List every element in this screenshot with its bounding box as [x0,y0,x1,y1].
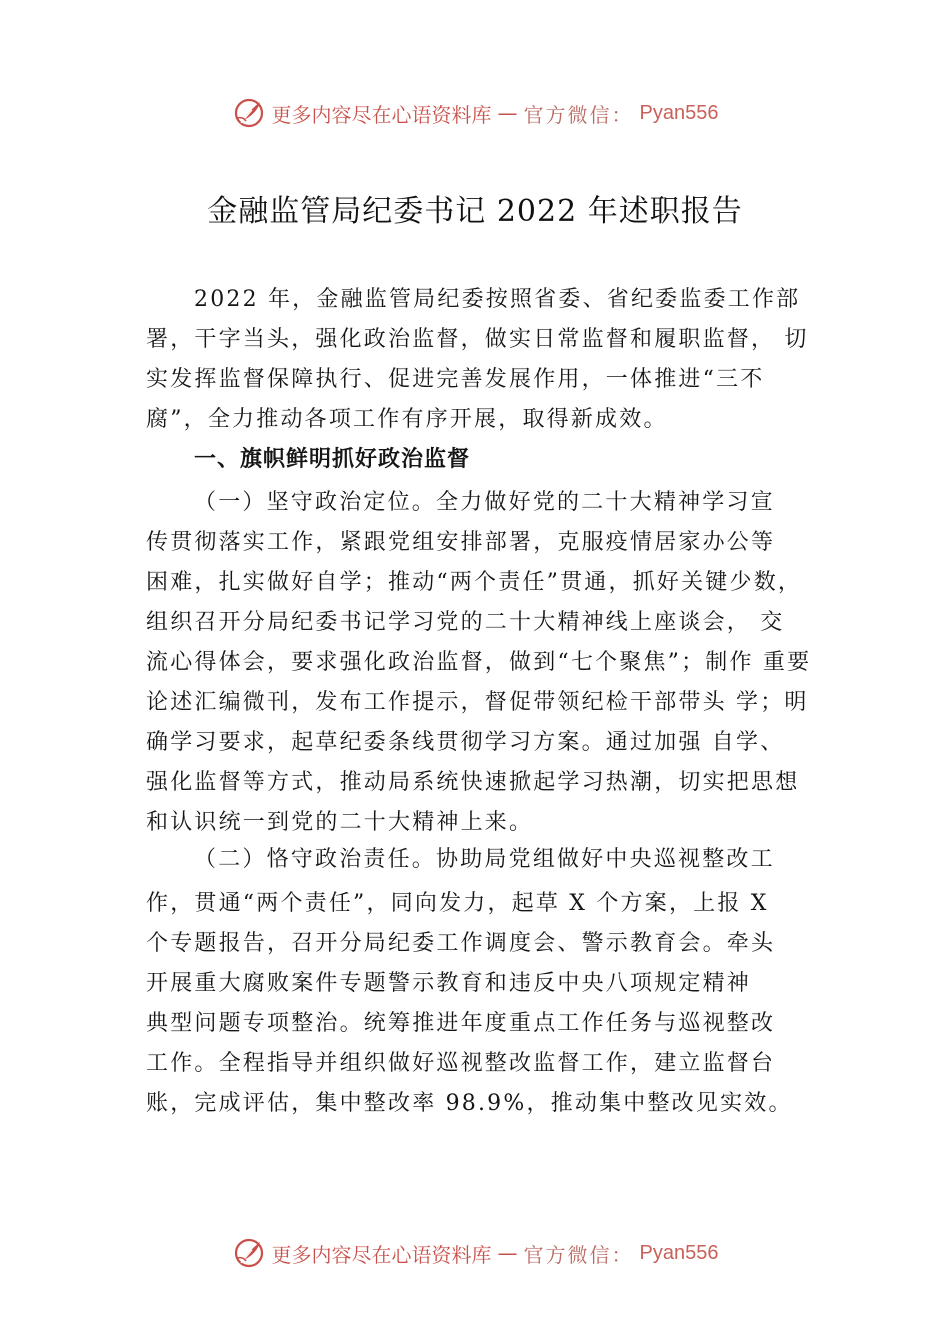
feather-quill-icon [232,96,266,130]
text-line: 困难，扎实做好自学；推动“两个责任”贯通，抓好关键少数， [146,570,803,595]
text-line: 开展重大腐败案件专题警示教育和违反中央八项规定精神 [146,971,752,996]
watermark-separator: — [497,1241,518,1265]
text-line: 工作。全程指导并组织做好巡视整改监督工作，建立监督台 [146,1051,776,1076]
text-line: 腐”，全力推动各项工作有序开展，取得新成效。 [146,407,668,432]
text-line: 作，贯通“两个责任”，同向发力，起草 X 个方案，上报 X [146,891,769,916]
text-line: 典型问题专项整治。统筹推进年度重点工作任务与巡视整改 [146,1011,776,1036]
footer-watermark [0,1236,950,1270]
text-line-rest: 协助局党组做好中央巡视整改工 [436,847,775,872]
watermark-separator: — [497,101,518,125]
text-line: 和认识统一到党的二十大精神上来。 [146,810,534,835]
text-line: 实发挥监督保障执行、促进完善发展作用，一体推进“三不 [146,367,765,392]
text-line [146,840,846,880]
text-line-rest: 全力做好党的二十大精神学习宣 [436,490,775,515]
watermark-brand: 更多内容尽在心语资料库 [271,1242,492,1267]
text-line: 2022 年，金融监管局纪委按照省委、省纪委监委工作部 [194,287,801,312]
text-line: 强化监督等方式，推动局系统快速掀起学习热潮，切实把思想 [146,770,800,795]
subsection-1-paragraph [146,483,846,843]
feather-quill-icon [232,1236,266,1270]
text-line: 论述汇编微刊，发布工作提示，督促带领纪检干部带头 学；明 [146,690,809,715]
text-line [146,483,846,523]
subsection-2-continued [146,884,846,1124]
intro-paragraph [146,280,846,440]
text-line: 账，完成评估，集中整改率 98.9%，推动集中整改见实效。 [146,1091,793,1116]
section-heading: 一、旗帜鲜明抓好政治监督 [194,447,471,472]
subsection-lead: （一）坚守政治定位。 [194,490,437,515]
header-watermark [0,96,950,130]
watermark-wechat-id: Pyan556 [639,1241,719,1264]
subsection-2-paragraph [146,840,846,880]
section-1 [146,440,846,480]
text-line: 流心得体会，要求强化政治监督，做到“七个聚焦”；制作 重要 [146,650,812,675]
watermark-brand: 更多内容尽在心语资料库 [271,102,492,127]
watermark-label: 官方微信： [523,102,634,127]
watermark-wechat-id: Pyan556 [639,101,719,124]
text-line: 个专题报告，召开分局纪委工作调度会、警示教育会。牵头 [146,931,776,956]
watermark-label: 官方微信： [523,1242,634,1267]
subsection-lead: （二）恪守政治责任。 [194,847,437,872]
text-line: 确学习要求，起草纪委条线贯彻学习方案。通过加强 自学、 [146,730,785,755]
text-line: 组织召开分局纪委书记学习党的二十大精神线上座谈会， 交 [146,610,785,635]
text-line: 署，干字当头，强化政治监督，做实日常监督和履职监督， 切 [146,327,809,352]
page-title: 金融监管局纪委书记 2022 年述职报告 [207,194,743,229]
text-line: 传贯彻落实工作，紧跟党组安排部署，克服疫情居家办公等 [146,530,776,555]
